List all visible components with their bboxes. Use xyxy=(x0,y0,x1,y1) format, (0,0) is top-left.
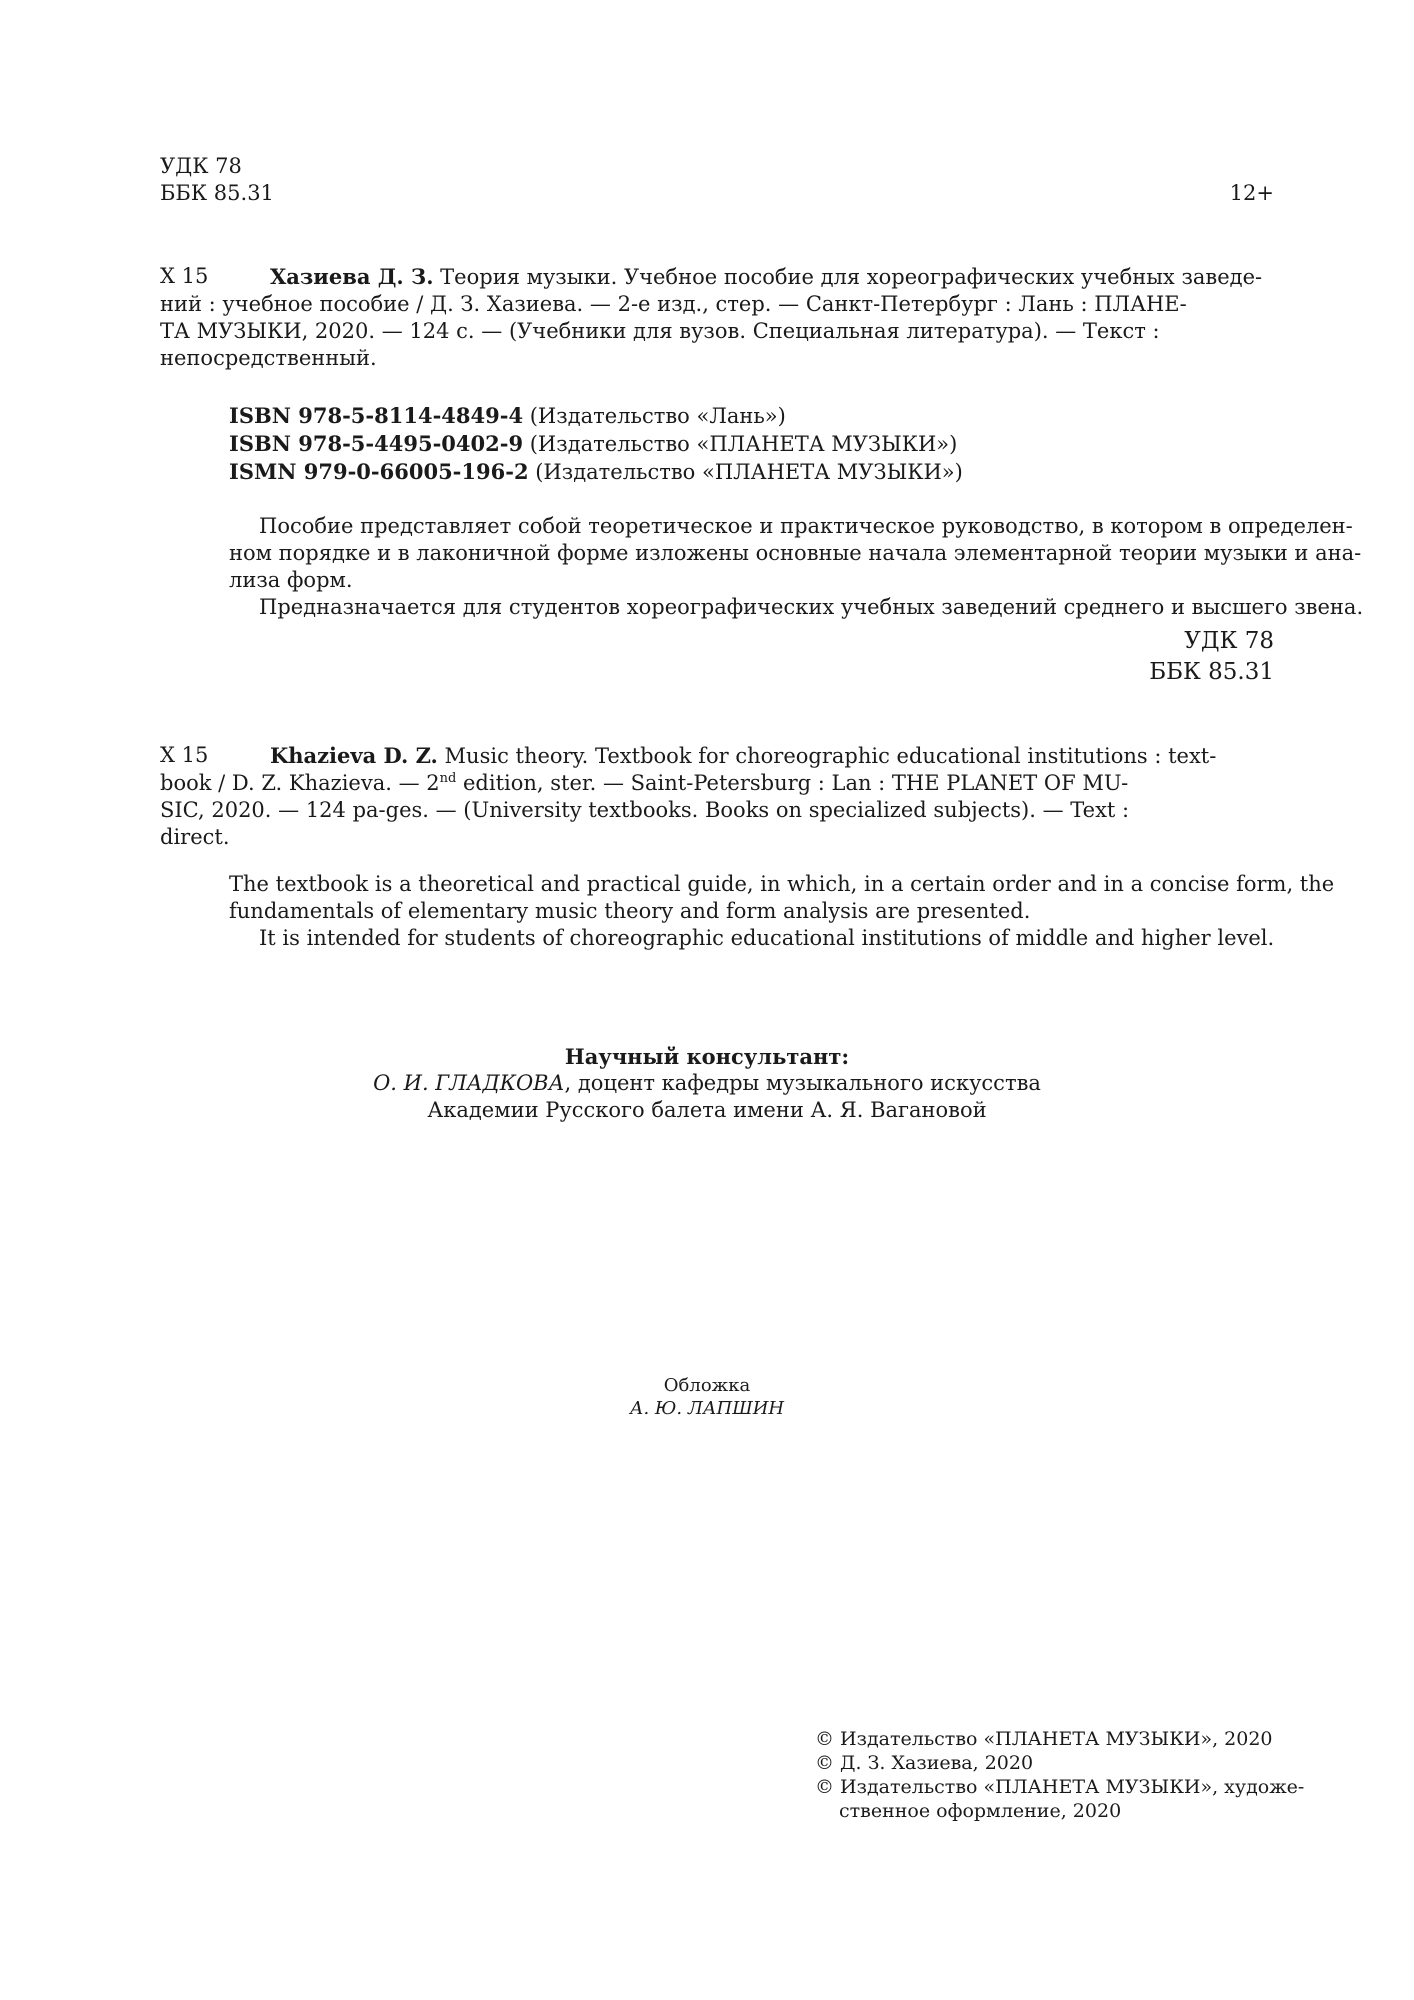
bbk-code: ББК 85.31 xyxy=(160,181,274,205)
entry-en-line-2-post: edition, ster. — Saint-Petersburg : Lan : THE PLANET OF MU- xyxy=(456,771,1129,795)
abstract-ru xyxy=(229,513,1364,621)
copyright-line-3: © Издательство «ПЛАНЕТА МУЗЫКИ», художе- xyxy=(815,1776,1305,1798)
udk-code-right: УДК 78 xyxy=(1184,628,1274,654)
isbn-line-2 xyxy=(229,430,963,458)
ismn-line xyxy=(229,458,963,486)
entry-ru-line-2: ний : учебное пособие / Д. З. Хазиева. — 2-е изд., стер. — Санкт-Петербург : Лань : ПЛАНЕ- xyxy=(160,292,1187,316)
entry-ru-line-4: непосредственный. xyxy=(160,346,377,370)
classification-block-top xyxy=(160,153,274,207)
abstract-en xyxy=(229,871,1335,952)
isbn-publisher-2: (Издательство «ПЛАНЕТА МУЗЫКИ») xyxy=(523,432,958,456)
author-mark-en: Х 15 xyxy=(160,743,209,767)
entry-ru-line-1 xyxy=(160,263,1275,291)
isbn-line-1 xyxy=(229,402,963,430)
entry-en-line-2-pre: book / D. Z. Khazieva. — 2 xyxy=(160,771,440,795)
classification-block-right xyxy=(1149,626,1274,688)
isbn-publisher-1: (Издательство «Лань») xyxy=(523,404,786,428)
copyright-line-4: ственное оформление, 2020 xyxy=(839,1800,1122,1822)
copyright-line-2: © Д. З. Хазиева, 2020 xyxy=(815,1752,1034,1774)
consultant-line xyxy=(0,1070,1414,1097)
consultant-block xyxy=(0,1043,1414,1124)
age-rating: 12+ xyxy=(1229,181,1274,205)
author-mark-ru: Х 15 xyxy=(160,264,209,288)
purpose-en: It is intended for students of choreographic educational institutions of middle and higher level. xyxy=(259,926,1275,950)
abstract-ru-line-1: Пособие представляет собой теоретическое и практическое руководство, в котором в определен- xyxy=(259,514,1353,538)
ismn-code: ISMN 979-0-66005-196-2 xyxy=(229,459,529,484)
udk-code: УДК 78 xyxy=(160,154,242,178)
bibliographic-entry-ru xyxy=(160,263,1275,372)
entry-en-line-4: direct. xyxy=(160,825,230,849)
entry-ru-author: Хазиева Д. З. xyxy=(270,264,434,289)
consultant-institution: Академии Русского балета имени А. Я. Вагановой xyxy=(427,1098,987,1122)
cover-label: Обложка xyxy=(663,1375,751,1396)
copyright-line-1: © Издательство «ПЛАНЕТА МУЗЫКИ», 2020 xyxy=(815,1728,1273,1750)
entry-ru-line-1-text: Теория музыки. Учебное пособие для хореографических учебных заведе- xyxy=(433,265,1263,289)
abstract-en-line-2: fundamentals of elementary music theory and form analysis are presented. xyxy=(229,899,1031,923)
bbk-code-right: ББК 85.31 xyxy=(1149,659,1274,685)
isbn-block xyxy=(229,402,963,486)
entry-en-line-2 xyxy=(160,770,1275,797)
copyright-block xyxy=(815,1727,1304,1823)
entry-en-line-3: SIC, 2020. — 124 pa-ges. — (University textbooks. Books on specialized subjects). — Text : xyxy=(160,798,1130,822)
bibliographic-entry-en xyxy=(160,742,1275,851)
cover-credit xyxy=(0,1374,1414,1420)
entry-en-author: Khazieva D. Z. xyxy=(270,743,438,768)
edition-superscript: nd xyxy=(439,771,457,786)
cover-designer: А. Ю. ЛАПШИН xyxy=(629,1398,785,1419)
entry-en-line-1-text: Music theory. Textbook for choreographic educational institutions : text- xyxy=(437,744,1217,768)
entry-ru-line-3: ТА МУЗЫКИ, 2020. — 124 с. — (Учебники для вузов. Специальная литература). — Текст : xyxy=(160,319,1160,343)
abstract-ru-line-3: лиза форм. xyxy=(229,568,353,592)
ismn-publisher: (Издательство «ПЛАНЕТА МУЗЫКИ») xyxy=(528,460,963,484)
entry-en-line-1 xyxy=(160,742,1275,770)
consultant-position: , доцент кафедры музыкального искусства xyxy=(564,1071,1041,1095)
purpose-ru: Предназначается для студентов хореографических учебных заведений среднего и высшего звена. xyxy=(259,595,1364,619)
consultant-heading: Научный консультант: xyxy=(564,1044,850,1069)
isbn-code-2: ISBN 978-5-4495-0402-9 xyxy=(229,431,524,456)
consultant-name: О. И. ГЛАДКОВА xyxy=(373,1071,565,1095)
isbn-code-1: ISBN 978-5-8114-4849-4 xyxy=(229,403,524,428)
abstract-en-line-1: The textbook is a theoretical and practical guide, in which, in a certain order and in a concise form, the xyxy=(229,872,1335,896)
abstract-ru-line-2: ном порядке и в лаконичной форме изложены основные начала элементарной теории музыки и ана- xyxy=(229,541,1362,565)
